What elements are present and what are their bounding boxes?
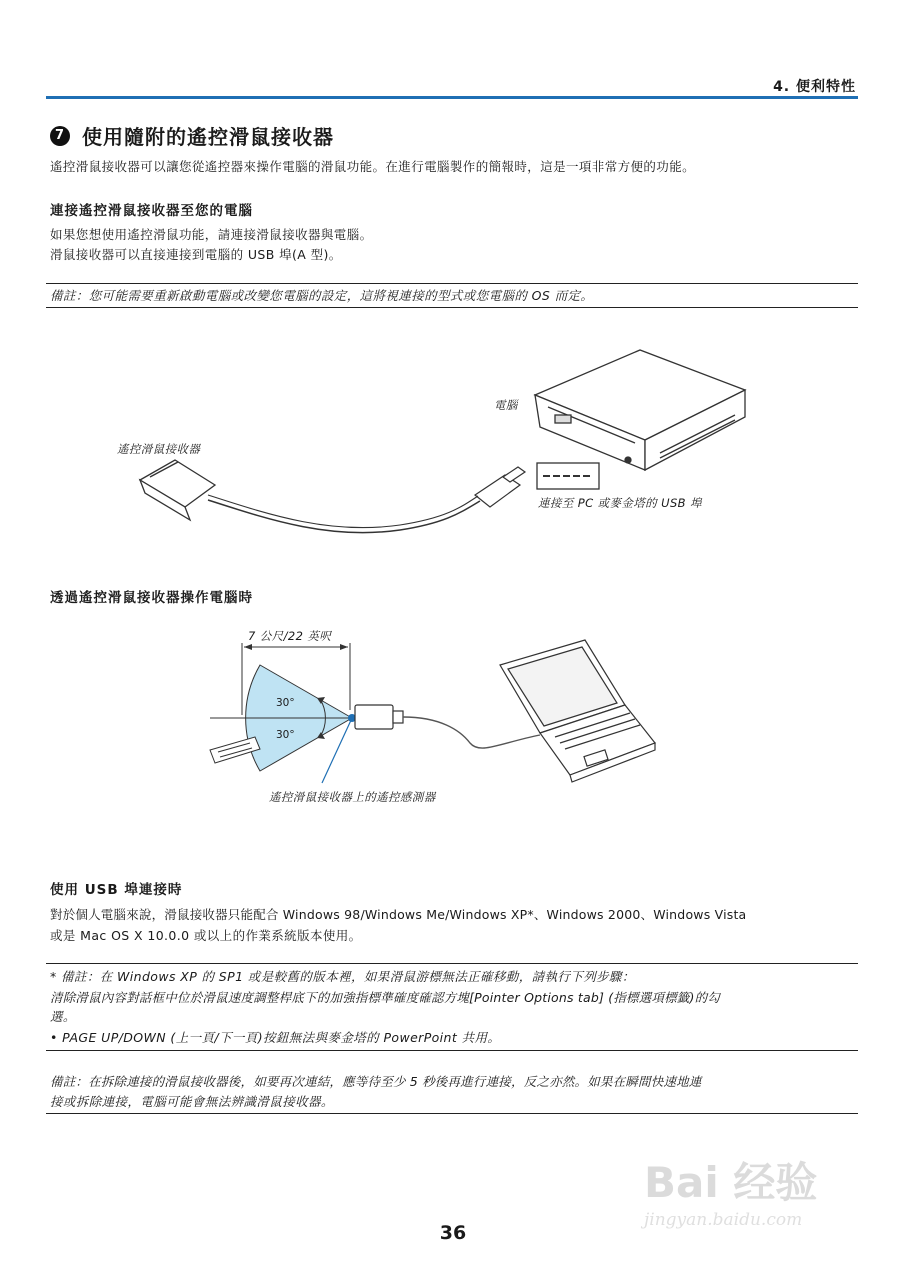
operate-heading: 透過遙控滑鼠接收器操作電腦時 bbox=[50, 590, 253, 606]
usb-note-star-3: 選。 bbox=[50, 1009, 76, 1024]
usb-line-2: 或是 Mac OS X 10.0.0 或以上的作業系統版本使用。 bbox=[50, 928, 362, 943]
distance-label: 7 公尺/22 英呎 bbox=[248, 629, 332, 643]
usb-heading: 使用 USB 埠連接時 bbox=[50, 882, 183, 898]
sensor-label: 遙控滑鼠接收器上的遙控感測器 bbox=[269, 790, 436, 804]
intro-text: 遙控滑鼠接收器可以讓您從遙控器來操作電腦的滑鼠功能。在進行電腦製作的簡報時，這是一項非常方便的功能。 bbox=[50, 159, 696, 174]
connect-line-1: 如果您想使用遙控滑鼠功能，請連接滑鼠接收器與電腦。 bbox=[50, 227, 373, 242]
usb-note2-box bbox=[46, 1068, 858, 1114]
page-number: 36 bbox=[439, 1222, 467, 1244]
usb-note2-line-2: 接或拆除連接，電腦可能會無法辨識滑鼠接收器。 bbox=[50, 1094, 334, 1109]
watermark-brand: Bai 经验 bbox=[644, 1158, 818, 1207]
laptop-illustration bbox=[500, 640, 655, 782]
connect-note: 備註：您可能需要重新啟動電腦或改變您電腦的設定，這將視連接的型式或您電腦的 OS 而定。 bbox=[50, 288, 594, 303]
watermark-url: jingyan.baidu.com bbox=[644, 1210, 803, 1230]
section-number-badge: 7 bbox=[50, 126, 70, 146]
remote-control-illustration bbox=[210, 737, 260, 763]
connect-heading: 連接遙控滑鼠接收器至您的電腦 bbox=[50, 203, 253, 219]
range-diagram bbox=[200, 625, 660, 815]
section-title-text: 使用隨附的遙控滑鼠接收器 bbox=[82, 125, 334, 149]
receiver-small-illustration bbox=[355, 705, 403, 729]
connect-note-box bbox=[46, 283, 858, 308]
receiver-label: 遙控滑鼠接收器 bbox=[117, 442, 201, 456]
usb-note-box bbox=[46, 963, 858, 1051]
chapter-title: 4. 便利特性 bbox=[773, 79, 856, 95]
header-rule bbox=[46, 96, 858, 99]
usb-plug-icon bbox=[475, 467, 525, 507]
angle-bottom-label: 30° bbox=[276, 729, 295, 741]
computer-illustration bbox=[535, 350, 745, 470]
receiver-illustration bbox=[140, 460, 215, 520]
angle-top-label: 30° bbox=[276, 697, 295, 709]
usb-note-bullet: • PAGE UP/DOWN (上一頁/下一頁)按鈕無法與麥金塔的 PowerPoint 共用。 bbox=[50, 1030, 501, 1045]
section-title bbox=[50, 121, 334, 150]
usb-note2-line-1: 備註：在拆除連接的滑鼠接收器後，如要再次連結，應等待至少 5 秒後再進行連接，反之亦然。如果在瞬間快速地連 bbox=[50, 1074, 702, 1089]
usb-port-label: 連接至 PC 或麥金塔的 USB 埠 bbox=[538, 496, 702, 510]
usb-note-star-2: 清除滑鼠內容對話框中位於滑鼠速度調整桿底下的加強指標準確度確認方塊[Pointer Options tab] (指標選項標籤)的勾 bbox=[50, 990, 720, 1005]
computer-label: 電腦 bbox=[494, 398, 518, 412]
connect-line-2: 滑鼠接收器可以直接連接到電腦的 USB 埠(A 型)。 bbox=[50, 247, 342, 262]
usb-line-1: 對於個人電腦來說，滑鼠接收器只能配合 Windows 98/Windows Me/Windows XP*、Windows 2000、Windows Vista bbox=[50, 907, 747, 922]
usb-note-star-1: * 備註：在 Windows XP 的 SP1 或是較舊的版本裡，如果滑鼠游標無法正確移動，請執行下列步驟： bbox=[50, 969, 635, 984]
